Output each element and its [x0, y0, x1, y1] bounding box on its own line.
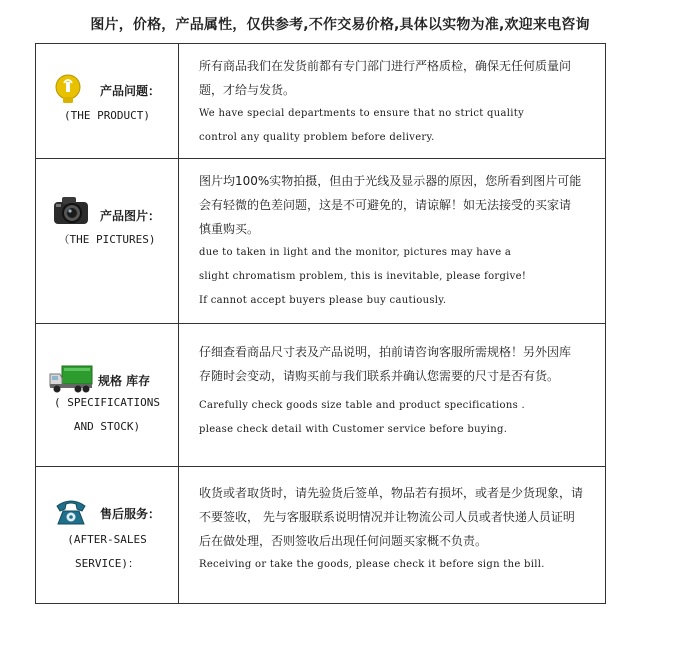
description-cell — [179, 324, 605, 442]
category-subtitle: AND STOCK) — [73, 420, 141, 433]
table-row-product — [36, 44, 605, 159]
category-subtitle: (THE PRODUCT) — [63, 109, 151, 122]
telephone-icon — [54, 497, 88, 527]
description-cn-line: 会有轻微的色差问题，这是不可避免的，请谅解！如无法接受的买家请 — [199, 198, 572, 212]
table-row-pictures — [36, 159, 605, 324]
description-cn-line: 不要签收， 先与客服联系说明情况并让物流公司人员或者快递人员证明 — [199, 510, 575, 524]
category-cell — [36, 159, 179, 323]
table-row-specifications — [36, 324, 605, 467]
description-en-line: slight chromatism problem, this is inevitable, please forgive! — [199, 271, 527, 282]
description-en-line: We have special departments to ensure that no strict quality — [199, 108, 525, 119]
description-en-line: Receiving or take the goods, please check it before sign the bill. — [199, 559, 545, 570]
category-cell — [36, 44, 179, 158]
category-title: 规格 库存 — [98, 374, 151, 388]
description-cn-line: 所有商品我们在发货前都有专门部门进行严格质检，确保无任何质量问 — [199, 59, 572, 73]
lightbulb-icon — [53, 74, 83, 106]
category-subtitle: SERVICE)： — [75, 557, 139, 570]
page-header: 图片，价格，产品属性，仅供参考,不作交易价格,具体以实物为准,欢迎来电咨询 — [90, 17, 590, 33]
category-title: 产品图片： — [100, 209, 161, 223]
description-en-line: Carefully check goods size table and product specifications . — [199, 400, 526, 411]
description-cn-line: 收货或者取货时，请先验货后签单，物品若有损坏，或者是少货现象，请 — [199, 486, 584, 500]
description-en-line: please check detail with Customer service before buying. — [199, 424, 508, 435]
category-cell — [36, 467, 179, 603]
category-cell — [36, 324, 179, 466]
description-cn-line: 慎重购买。 — [199, 222, 260, 236]
description-en-line: control any quality problem before delivery. — [199, 132, 435, 143]
category-subtitle: （THE PICTURES) — [58, 233, 156, 246]
info-table — [35, 43, 606, 604]
description-cn-line: 存随时会变动，请购买前与我们联系并确认您需要的尺寸是否有货。 — [199, 369, 560, 383]
table-row-after-sales — [36, 467, 605, 603]
category-title: 售后服务： — [100, 507, 161, 521]
description-en-line: If cannot accept buyers please buy cautiously. — [199, 295, 447, 306]
description-cell — [179, 44, 605, 150]
description-cn-line: 题，才给与发货。 — [199, 83, 296, 97]
description-cn-line: 后在做处理，否则签收后出现任何问题买家概不负责。 — [199, 534, 488, 548]
camera-icon — [52, 194, 90, 226]
description-cell — [179, 159, 605, 313]
description-cn-line: 仔细查看商品尺寸表及产品说明，拍前请咨询客服所需规格！另外因库 — [199, 345, 572, 359]
category-subtitle: (AFTER-SALES — [67, 533, 147, 546]
delivery-truck-icon — [48, 364, 94, 394]
description-cell — [179, 467, 605, 577]
category-subtitle: ( SPECIFICATIONS — [54, 396, 160, 409]
description-en-line: due to taken in light and the monitor, pictures may have a — [199, 247, 512, 258]
category-title: 产品问题： — [100, 84, 161, 98]
description-cn-line: 图片均100%实物拍摄，但由于光线及显示器的原因，您所看到图片可能 — [199, 174, 582, 188]
